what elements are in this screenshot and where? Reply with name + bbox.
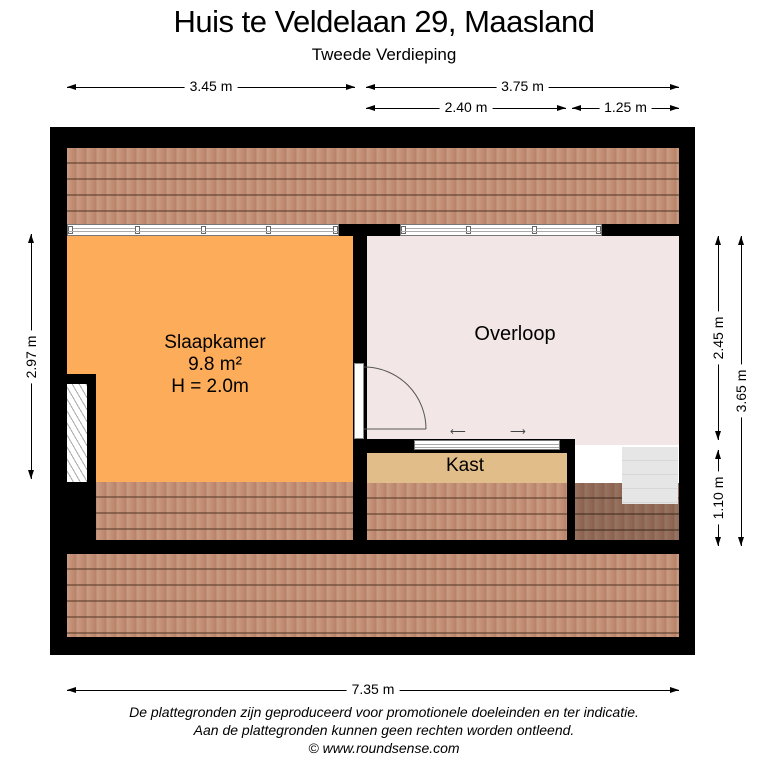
window-slaapkamer xyxy=(67,224,339,236)
dimension-top-right: 3.75 m xyxy=(366,80,679,94)
wall-kast-right xyxy=(567,439,575,544)
floor-plan xyxy=(50,127,695,655)
dimension-right-total: 3.65 m xyxy=(734,236,748,546)
dimension-top-left: 3.45 m xyxy=(67,80,355,94)
dimension-right-upper: 2.45 m xyxy=(711,236,725,440)
arrow-left-icon: ⟵ xyxy=(450,426,466,438)
arrow-down-icon xyxy=(715,537,721,546)
roof-lower-left xyxy=(67,482,353,540)
roof-bottom xyxy=(67,554,679,637)
label-overloop: Overloop xyxy=(474,323,556,345)
arrow-up-icon xyxy=(715,236,721,245)
arrow-up-icon xyxy=(715,450,721,459)
copyright: © www.roundsense.com xyxy=(308,740,460,756)
dimension-left: 2.97 m xyxy=(24,234,38,479)
roof-top xyxy=(67,148,679,224)
stairs xyxy=(622,447,678,504)
arrow-left-icon xyxy=(67,84,76,90)
arrow-up-icon xyxy=(28,234,34,243)
dimension-top-right-b: 1.25 m xyxy=(572,101,679,115)
arrow-down-icon xyxy=(738,537,744,546)
sliding-door-kast[interactable] xyxy=(414,440,560,450)
arrow-up-icon xyxy=(738,236,744,245)
door-swing-icon xyxy=(364,363,434,433)
door-frame[interactable] xyxy=(354,363,364,439)
arrow-down-icon xyxy=(28,470,34,479)
plan-title: Huis te Veldelaan 29, Maasland xyxy=(173,4,595,39)
shaft-hatch xyxy=(67,384,87,482)
floor-subtitle: Tweede Verdieping xyxy=(311,45,457,64)
arrow-left-icon xyxy=(67,687,76,693)
arrow-right-icon: ⟶ xyxy=(510,426,526,438)
arrow-left-icon xyxy=(572,105,581,111)
roof-lower-mid xyxy=(367,483,567,540)
arrow-left-icon xyxy=(366,84,375,90)
arrow-right-icon xyxy=(670,687,679,693)
arrow-right-icon xyxy=(557,105,566,111)
arrow-right-icon xyxy=(346,84,355,90)
room-height: H = 2.0m xyxy=(171,376,249,397)
arrow-left-icon xyxy=(366,105,375,111)
arrow-down-icon xyxy=(715,431,721,440)
dimension-right-lower: 1.10 m xyxy=(711,450,725,546)
room-name: Slaapkamer xyxy=(164,332,266,353)
label-slaapkamer xyxy=(110,332,320,398)
window-overloop xyxy=(400,224,602,236)
dimension-top-right-a: 2.40 m xyxy=(366,101,566,115)
disclaimer-line-1: De plattegronden zijn geproduceerd voor promotionele doeleinden en ter indicatie. xyxy=(129,704,639,720)
disclaimer-line-2: Aan de plattegronden kunnen geen rechten worden ontleend. xyxy=(193,722,575,738)
arrow-right-icon xyxy=(670,105,679,111)
room-area: 9.8 m² xyxy=(188,354,242,375)
arrow-right-icon xyxy=(670,84,679,90)
label-kast: Kast xyxy=(445,455,485,476)
dimension-bottom: 7.35 m xyxy=(67,683,679,697)
